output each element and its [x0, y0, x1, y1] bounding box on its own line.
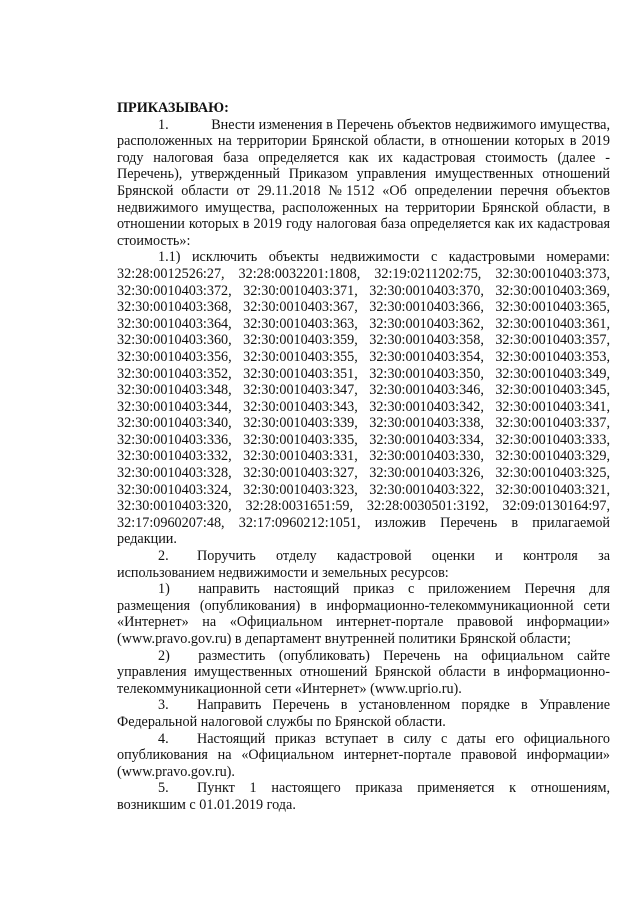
cadastral-number: 32:30:0010403:369, [495, 282, 611, 299]
cadastral-number: 32:30:0010403:323, [243, 481, 358, 498]
cadastral-number: 32:30:0010403:332, [117, 448, 232, 465]
paragraph-2: 2. Поручить отделу кадастровой оценки и контроля за использованием недвижимости и земельных ресурсов: [117, 548, 610, 581]
cadastral-number: 32:30:0010403:363, [243, 315, 358, 332]
cadastral-number: 32:30:0010403:326, [369, 465, 484, 482]
order-heading: ПРИКАЗЫВАЮ: [117, 100, 229, 116]
paragraph-1-1-intro: 1.1) исключить объекты недвижимости с кадастровыми номерами: [158, 249, 610, 266]
cadastral-number: 32:30:0010403:365, [495, 299, 611, 316]
cadastral-number: 32:30:0010403:355, [243, 348, 358, 365]
cadastral-number: 32:30:0010403:342, [369, 398, 484, 415]
cadastral-number: 32:30:0010403:370, [369, 282, 484, 299]
cadastral-number: 32:30:0010403:334, [369, 431, 484, 448]
cadastral-number: 32:30:0010403:325, [495, 465, 611, 482]
paragraph-1-1 [117, 249, 610, 548]
cadastral-number: 32:30:0010403:320, [117, 498, 232, 515]
cadastral-number: 32:19:0211202:75, [374, 265, 482, 282]
cadastral-number: 32:30:0010403:358, [369, 332, 484, 349]
cadastral-number: 32:30:0010403:322, [369, 481, 484, 498]
cadastral-number: 32:28:0032201:1808, [238, 265, 361, 282]
cadastral-number: 32:30:0010403:329, [495, 448, 611, 465]
cadastral-number: 32:30:0010403:327, [243, 465, 358, 482]
cadastral-number: 32:30:0010403:367, [243, 299, 358, 316]
cadastral-number: 32:30:0010403:350, [369, 365, 484, 382]
cadastral-number: 32:30:0010403:340, [117, 415, 232, 432]
cadastral-number: 32:30:0010403:328, [117, 465, 232, 482]
paragraph-2-2: 2) разместить (опубликовать) Перечень на официальном сайте управления имущественных отношений Брянской области в информационно-телекоммуникационной сети «Интернет» (www.uprio.ru). [117, 647, 610, 697]
cadastral-number: 32:30:0010403:357, [495, 332, 611, 349]
cadastral-number: 32:28:0030501:3192, [366, 498, 489, 515]
paragraph-2-1: 1) направить настоящий приказ с приложением Перечня для размещения (опубликования) в информационно-телекоммуникационной сети «Интернет» на «Официальном интернет-портале правовой информации» (www.pravo.gov.ru) в департамент внутренней политики Брянской области; [117, 581, 610, 647]
cadastral-number: 32:30:0010403:364, [117, 315, 232, 332]
cadastral-number: 32:28:0031651:59, [245, 498, 354, 515]
cadastral-number: 32:30:0010403:336, [117, 431, 232, 448]
cadastral-number: 32:17:0960207:48, [117, 514, 225, 531]
cadastral-number: 32:30:0010403:337, [495, 415, 611, 432]
paragraph-3: 3. Направить Перечень в установленном порядке в Управление Федеральной налоговой службы по Брянской области. [117, 697, 610, 730]
cadastral-number: 32:30:0010403:339, [243, 415, 358, 432]
cadastral-number: 32:30:0010403:341, [495, 398, 611, 415]
cadastral-number: 32:30:0010403:331, [243, 448, 358, 465]
cadastral-number: 32:30:0010403:361, [495, 315, 611, 332]
cadastral-number: 32:30:0010403:348, [117, 382, 232, 399]
cadastral-number: 32:30:0010403:343, [243, 398, 358, 415]
cadastral-number: 32:30:0010403:324, [117, 481, 232, 498]
cadastral-number: 32:30:0010403:366, [369, 299, 484, 316]
cadastral-number: 32:30:0010403:335, [243, 431, 358, 448]
cadastral-number: 32:28:0012526:27, [117, 265, 225, 282]
cadastral-number: 32:30:0010403:354, [369, 348, 484, 365]
cadastral-number: 32:30:0010403:338, [369, 415, 484, 432]
paragraph-1: 1. Внести изменения в Перечень объектов недвижимого имущества, расположенных на территории Брянской области, в отношении которых в 2019 году налоговая база определяется как их кадастровая стоимость (далее - Перечень), утвержденный Приказом управления имущественных отношений Брянской области от 29.11.2018 №1512 «Об определении перечня объектов недвижимого имущества, расположенных на территории Брянской области, в отношении которых в 2019 году налоговая база определяется как их кадастровая стоимость»: [117, 116, 610, 249]
cadastral-number: 32:30:0010403:344, [117, 398, 232, 415]
cadastral-number: 32:30:0010403:373, [495, 265, 610, 282]
cadastral-number: 32:30:0010403:349, [495, 365, 611, 382]
cadastral-number: 32:09:0130164:97, [502, 498, 610, 515]
cadastral-number: 32:30:0010403:353, [495, 348, 611, 365]
paragraph-4: 4. Настоящий приказ вступает в силу с даты его официального опубликования на «Официальном интернет-портале правовой информации» (www.pravo.gov.ru). [117, 730, 610, 780]
cadastral-number: 32:30:0010403:352, [117, 365, 232, 382]
cadastral-number: 32:30:0010403:351, [243, 365, 358, 382]
cadastral-number: 32:30:0010403:333, [495, 431, 611, 448]
cadastral-number: 32:30:0010403:359, [243, 332, 358, 349]
document-body [117, 100, 610, 814]
cadastral-number: 32:30:0010403:368, [117, 299, 232, 316]
paragraph-5: 5. Пункт 1 настоящего приказа применяется к отношениям, возникшим с 01.01.2019 года. [117, 780, 610, 813]
cadastral-number: 32:30:0010403:356, [117, 348, 232, 365]
cadastral-number-list [117, 266, 610, 531]
cadastral-number: 32:17:0960212:1051, [238, 514, 361, 531]
cadastral-number: 32:30:0010403:345, [495, 382, 611, 399]
cadastral-number: 32:30:0010403:346, [369, 382, 484, 399]
cadastral-number: 32:30:0010403:347, [243, 382, 358, 399]
paragraph-1-1-tail: изложив Перечень в прилагаемой редакции. [117, 514, 610, 548]
cadastral-number: 32:30:0010403:330, [369, 448, 484, 465]
cadastral-number: 32:30:0010403:360, [117, 332, 232, 349]
cadastral-number: 32:30:0010403:372, [117, 282, 232, 299]
cadastral-number: 32:30:0010403:371, [243, 282, 358, 299]
cadastral-number: 32:30:0010403:362, [369, 315, 484, 332]
cadastral-number: 32:30:0010403:321, [495, 481, 611, 498]
